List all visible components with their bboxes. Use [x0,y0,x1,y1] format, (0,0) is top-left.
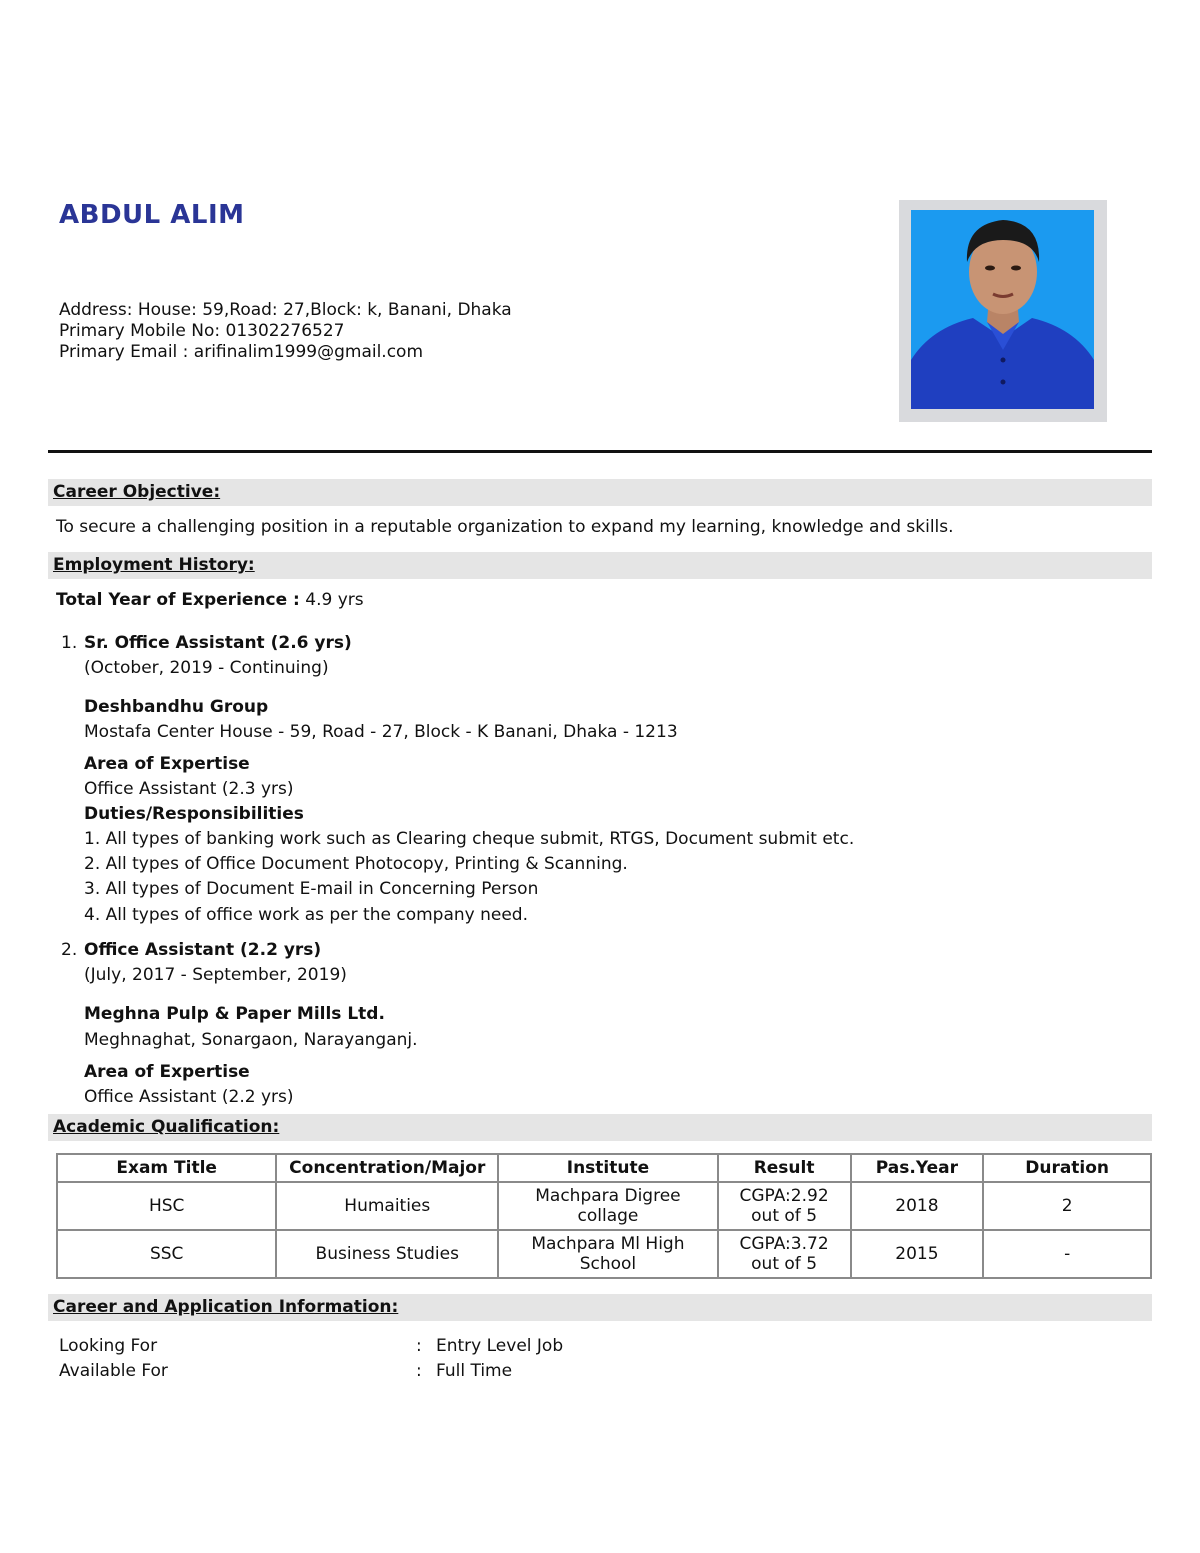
mobile-line: Primary Mobile No: 01302276527 [59,321,345,341]
job-period: (July, 2017 - September, 2019) [84,965,347,985]
academic-table [56,1153,1152,1279]
column-header: Duration [983,1154,1151,1182]
section-heading: Career Objective: [53,482,221,502]
column-header: Result [718,1154,851,1182]
info-separator: : [416,1336,422,1356]
major-cell: Business Studies [276,1230,498,1278]
company-address: Mostafa Center House - 59, Road - 27, Block - K Banani, Dhaka - 1213 [84,722,678,742]
expertise-label: Area of Expertise [84,1062,250,1082]
section-heading: Career and Application Information: [53,1297,399,1317]
institute-line: School [579,1254,637,1274]
duties-label: Duties/Responsibilities [84,804,304,824]
profile-photo-frame [899,200,1107,422]
company-name: Deshbandhu Group [84,697,269,717]
expertise-value: Office Assistant (2.2 yrs) [84,1087,294,1107]
expertise-label: Area of Expertise [84,754,250,774]
table-row [57,1230,1151,1278]
info-separator: : [416,1361,422,1381]
table-header-row [57,1154,1151,1182]
result-line: CGPA:3.72 [739,1234,829,1254]
info-value: Entry Level Job [436,1336,564,1356]
duty-item: 3. All types of Document E-mail in Concerning Person [84,879,539,899]
year-cell: 2018 [851,1182,984,1230]
result-line: CGPA:2.92 [739,1186,829,1206]
company-address: Meghnaghat, Sonargaon, Narayanganj. [84,1030,418,1050]
exam-cell: HSC [57,1182,276,1230]
result-line: out of 5 [751,1254,818,1274]
section-heading: Academic Qualification: [53,1117,280,1137]
job-title: Office Assistant (2.2 yrs) [84,940,322,960]
column-header: Exam Title [57,1154,276,1182]
duty-item: 4. All types of office work as per the company need. [84,905,528,925]
duration-cell: 2 [983,1182,1151,1230]
section-heading: Employment History: [53,555,255,575]
section-career-objective [48,479,1152,506]
column-header: Pas.Year [851,1154,984,1182]
header-divider [48,450,1152,453]
section-career-application-info [48,1294,1152,1321]
address-line: Address: House: 59,Road: 27,Block: k, Banani, Dhaka [59,300,512,320]
info-label: Available For [59,1361,168,1381]
expertise-value: Office Assistant (2.3 yrs) [84,779,294,799]
institute-line: collage [577,1206,639,1226]
objective-text: To secure a challenging position in a reputable organization to expand my learning, knowledge and skills. [56,517,954,537]
total-experience [56,588,364,613]
total-experience-value: 4.9 yrs [299,590,364,610]
info-value: Full Time [436,1361,513,1381]
year-cell: 2015 [851,1230,984,1278]
duration-cell: - [983,1230,1151,1278]
institute-line: Machpara Digree [535,1186,681,1206]
result-cell [718,1230,851,1278]
job-number: 2. [61,940,78,960]
institute-line: Machpara Ml High [531,1234,685,1254]
section-academic-qualification [48,1114,1152,1141]
column-header: Concentration/Major [276,1154,498,1182]
total-experience-label: Total Year of Experience : [56,590,300,610]
candidate-name: ABDUL ALIM [59,200,245,230]
section-employment-history [48,552,1152,579]
contact-block [59,300,512,363]
column-header: Institute [498,1154,717,1182]
result-line: out of 5 [751,1206,818,1226]
job-period: (October, 2019 - Continuing) [84,658,329,678]
table-row [57,1182,1151,1230]
duty-item: 2. All types of Office Document Photocopy, Printing & Scanning. [84,854,628,874]
institute-cell [498,1230,717,1278]
info-label: Looking For [59,1336,158,1356]
profile-photo [911,210,1094,409]
job-number: 1. [61,633,78,653]
institute-cell [498,1182,717,1230]
major-cell: Humaities [276,1182,498,1230]
exam-cell: SSC [57,1230,276,1278]
duty-item: 1. All types of banking work such as Clearing cheque submit, RTGS, Document submit etc. [84,829,855,849]
result-cell [718,1182,851,1230]
job-title: Sr. Office Assistant (2.6 yrs) [84,633,352,653]
company-name: Meghna Pulp & Paper Mills Ltd. [84,1004,385,1024]
email-line: Primary Email : arifinalim1999@gmail.com [59,342,424,362]
